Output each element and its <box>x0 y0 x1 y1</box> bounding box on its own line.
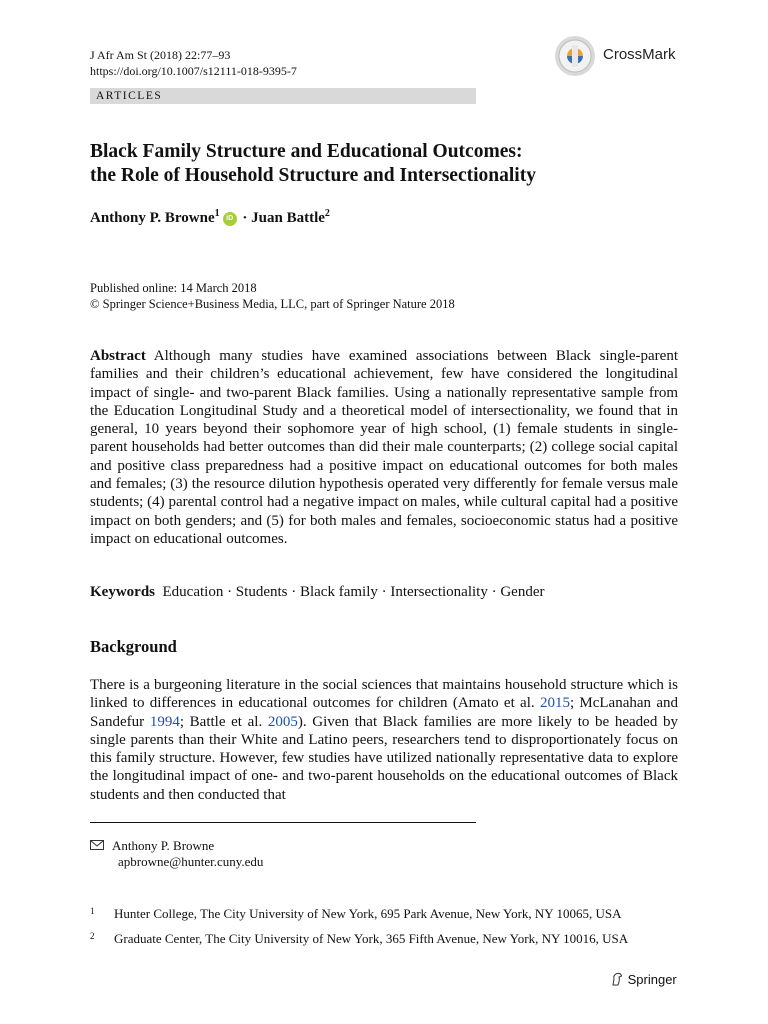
section-heading-background: Background <box>90 637 177 656</box>
abstract-label: Abstract <box>90 348 146 364</box>
section-label: ARTICLES <box>90 88 476 104</box>
affiliation-number-2: 2 <box>90 931 95 941</box>
springer-horse-icon <box>610 972 624 986</box>
affiliation-number-1: 1 <box>90 906 95 916</box>
title-line-1: Black Family Structure and Educational Outcomes: <box>90 141 523 162</box>
background-text-1: There is a burgeoning literature in the social sciences that maintains household structure which is linked to differences in educational outcomes for children (Amato et al. <box>90 677 678 712</box>
corresponding-author-email[interactable]: apbrowne@hunter.cuny.edu <box>118 854 264 869</box>
springer-label: Springer <box>627 972 677 987</box>
author-separator: · <box>238 210 252 226</box>
crossmark-icon <box>553 34 597 78</box>
envelope-icon <box>90 838 112 854</box>
affiliation-1 <box>90 906 690 922</box>
springer-logo <box>610 972 677 987</box>
copyright-notice: © Springer Science+Business Media, LLC, part of Springer Nature 2018 <box>90 297 455 311</box>
article-title <box>90 140 690 188</box>
published-date: Published online: 14 March 2018 <box>90 281 257 295</box>
corresponding-author <box>90 838 214 854</box>
background-text-4: ). Given that Black families are more likely to be headed by single parents than their White and Latino peers, researchers tend to disproportionately focus on this family structure. However, few studies have utilized nationally representative data to explore the longitudinal impact of one- and two-parent households on the educational outcomes of Black students and then conducted that <box>90 713 679 803</box>
abstract <box>90 347 678 548</box>
orcid-icon[interactable]: iD <box>223 212 237 226</box>
footnote-divider <box>90 822 476 823</box>
citation-link-1994[interactable]: 1994 <box>149 713 180 730</box>
background-text-3: ; Battle et al. <box>179 713 268 730</box>
author-browne[interactable]: Anthony P. Browne <box>90 210 215 226</box>
affiliation-text-1: Hunter College, The City University of New York, 695 Park Avenue, New York, NY 10065, USA <box>114 906 622 921</box>
affiliation-ref-1: 1 <box>214 208 220 219</box>
keywords-list: Education · Students · Black family · Intersectionality · Gender <box>162 584 545 600</box>
affiliation-ref-2: 2 <box>324 208 330 219</box>
crossmark-badge[interactable] <box>553 34 683 78</box>
abstract-text: Although many studies have examined associations between Black single-parent families and their children’s educational achievement, few have considered the longitudinal impact of single- and two-parent Black families. Using a nationally representative sample from the Education Longitudinal Study and a theoretical model of intersectionality, we found that in general, 10 years beyond their sophomore year of high school, (1) female students in single-parent households had better outcomes than did their male counterparts; (2) college social capital and positive class preparedness had a positive impact on educational outcomes for both males and females; (3) the resource dilution hypothesis operated very differently for female versus male students; (4) parental control had a negative impact on males, while cultural capital had a positive impact on both genders; and (5) for both males and females, socioeconomic status had a positive impact on educational outcomes. <box>90 348 678 547</box>
keywords <box>90 583 678 601</box>
doi-link[interactable]: https://doi.org/10.1007/s12111-018-9395-7 <box>90 64 297 78</box>
background-text-2: ; McLanahan and Sandefur <box>90 695 678 730</box>
background-paragraph <box>90 676 678 804</box>
affiliation-text-2: Graduate Center, The City University of New York, 365 Fifth Avenue, New York, NY 10016, USA <box>114 931 629 946</box>
author-battle[interactable]: Juan Battle <box>251 210 325 226</box>
affiliation-2 <box>90 931 690 947</box>
keywords-label: Keywords <box>90 584 155 600</box>
title-line-2: the Role of Household Structure and Intersectionality <box>90 165 536 186</box>
citation-link-2015[interactable]: 2015 <box>539 695 570 712</box>
crossmark-label: CrossMark <box>603 46 676 63</box>
corresponding-author-name: Anthony P. Browne <box>112 838 215 853</box>
citation-link-2005[interactable]: 2005 <box>267 713 298 730</box>
journal-citation: J Afr Am St (2018) 22:77–93 <box>90 48 231 62</box>
author-list <box>90 208 330 227</box>
